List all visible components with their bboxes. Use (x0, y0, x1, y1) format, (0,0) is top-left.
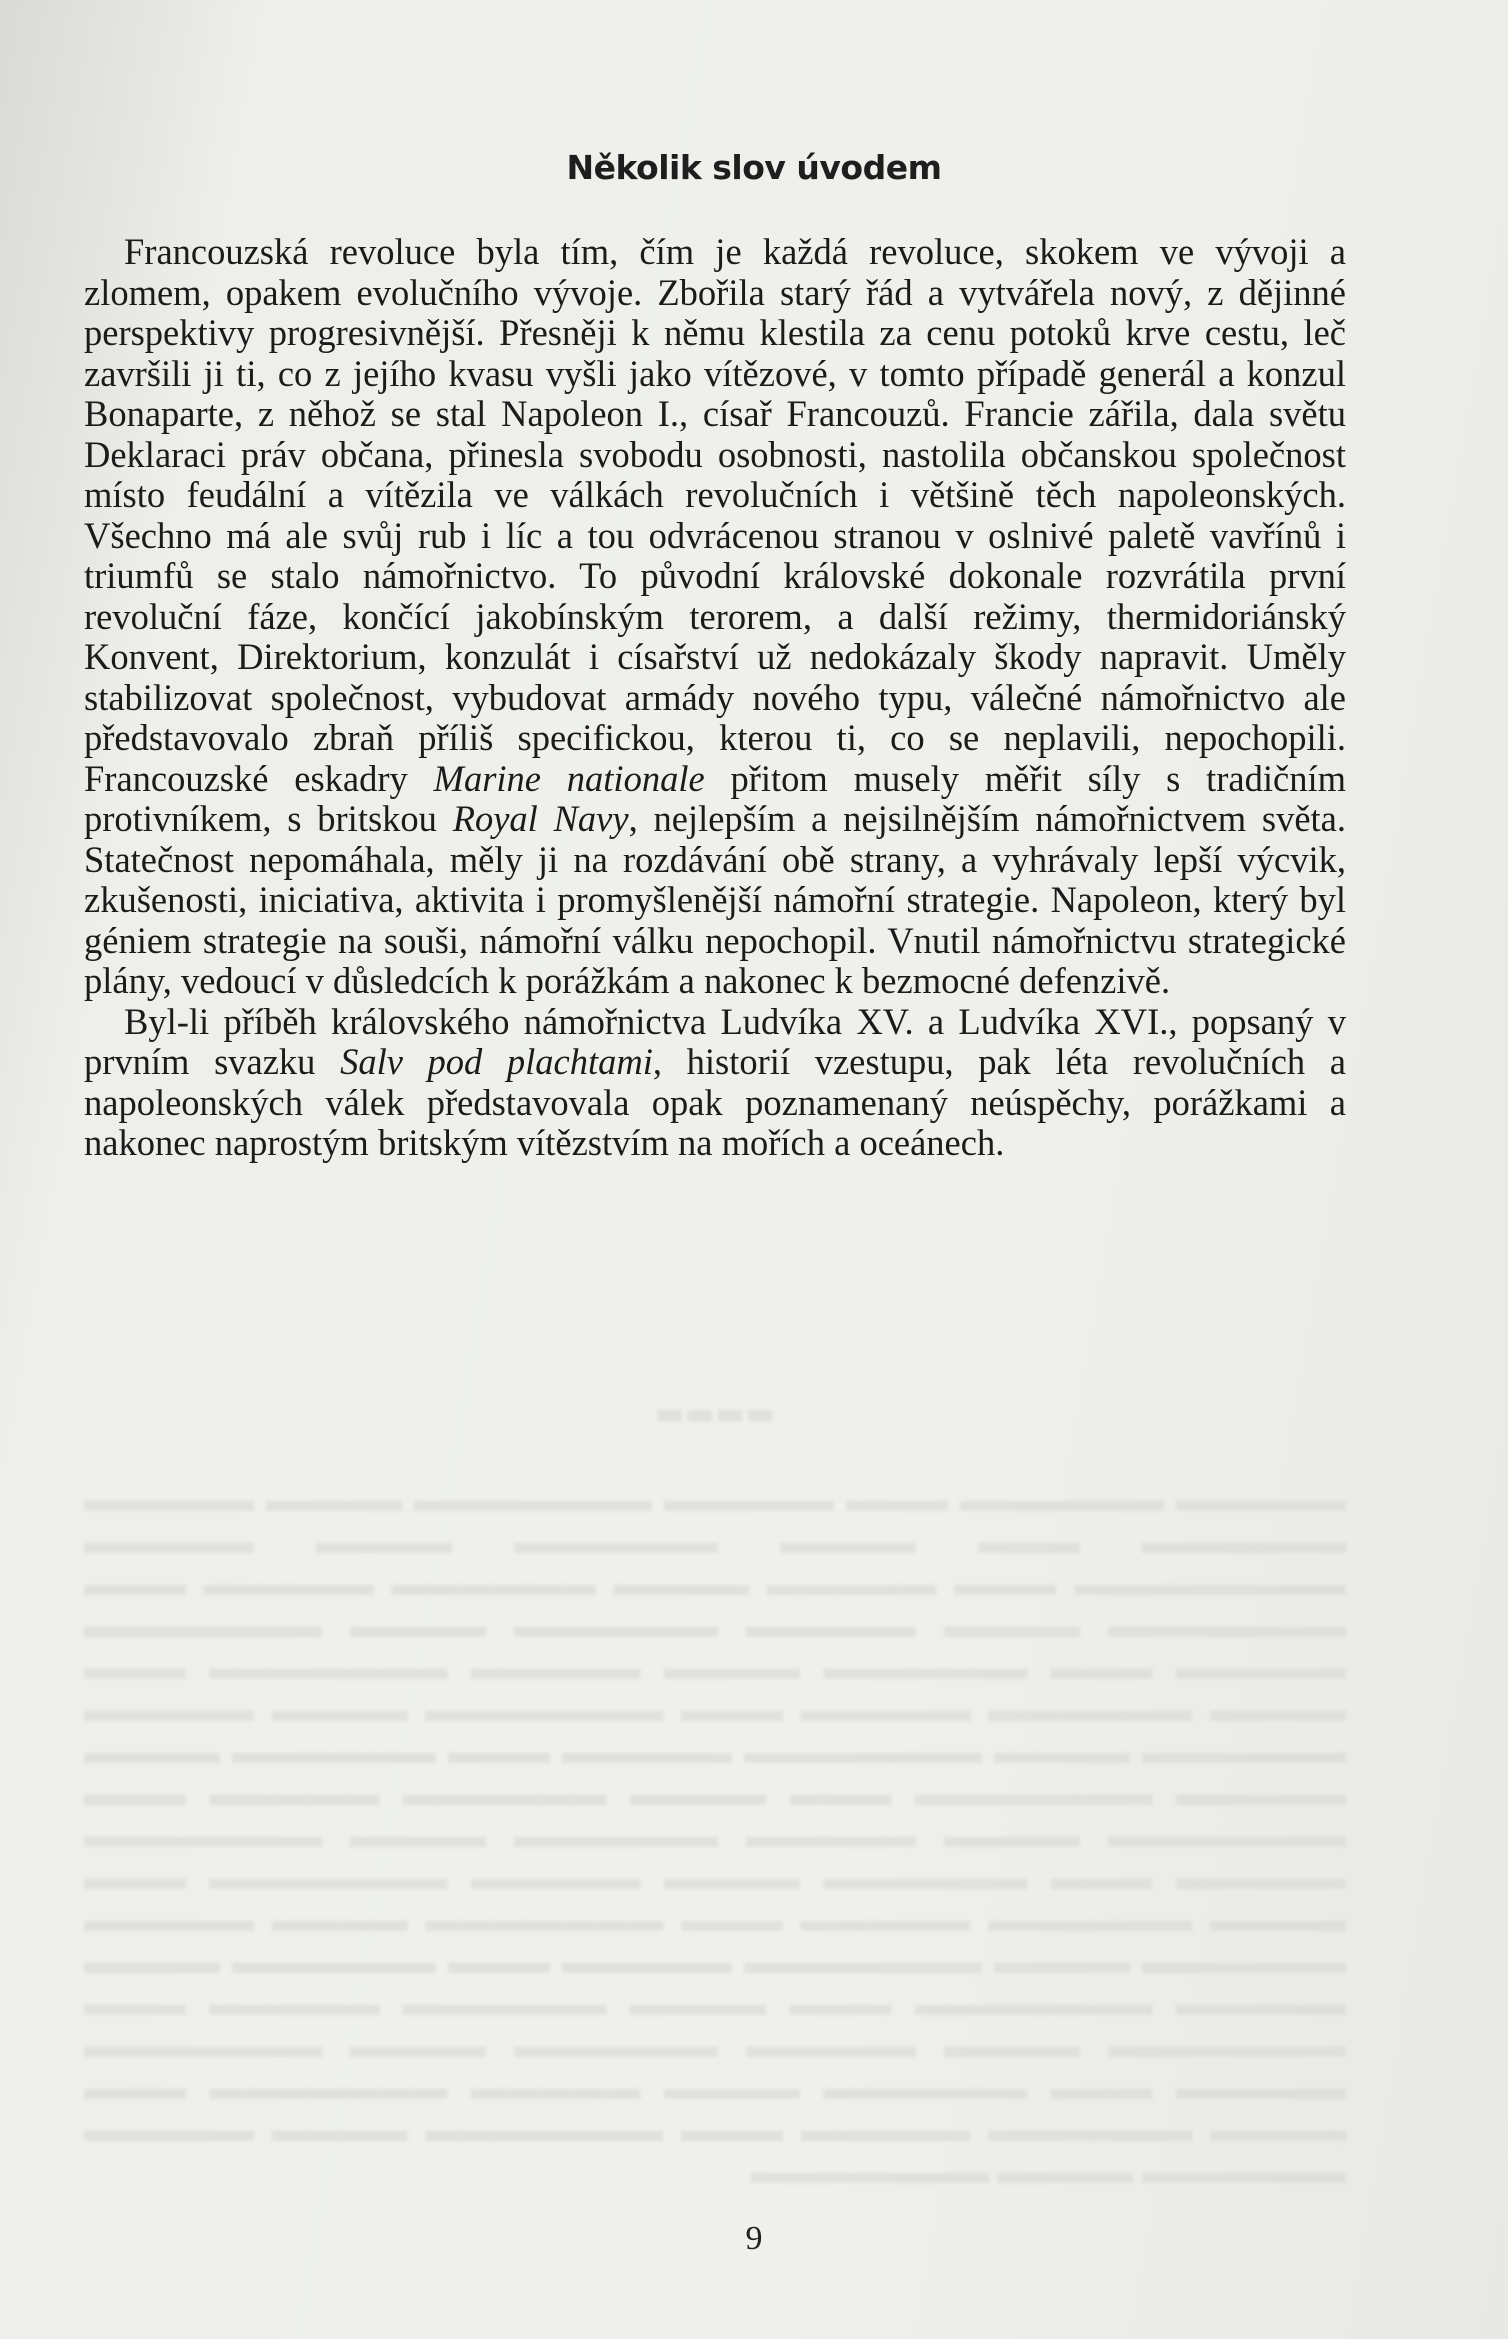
chapter-heading: Několik slov úvodem (566, 148, 942, 187)
paragraph-1-italic-1: Marine nationale (433, 757, 705, 799)
paragraph-1-part-1: Francouzská revoluce byla tím, čím je každá revoluce, skokem ve vývoji a zlomem, opakem evolučního vývoje. Zbořila starý řád a vytvářela nový, z dějinné perspektivy progresivnější. Přesněji k němu klestila za cenu potoků krve cestu, leč završili ji ti, co z jejího kvasu vyšli jako vítězové, v tomto případě generál a konzul Bonaparte, z něhož se stal Napoleon I., císař Francouzů. Francie zářila, dala světu Deklaraci práv občana, přinesla svobodu osobnosti, nastolila občanskou společnost místo feudální a vítězila ve válkách revolučních i většině těch napoleonských. Všechno má ale svůj rub i líc a tou odvrácenou stranou v oslnivé paletě vavřínů i triumfů se stalo námořnictvo. To původní královské dokonale rozvrátila první revoluční fáze, končící jakobínským terorem, a další režimy, thermidoriánský Konvent, Direktorium, konzulát i císařství už nedokázaly škody napravit. Uměly stabilizovat společnost, vybudovat armády nového typu, válečné námořnictvo ale představovalo zbraň příliš specifickou, kterou ti, co se neplavili, nepochopili. Francouzské eskadry (84, 231, 1346, 799)
body-text (84, 232, 1346, 1164)
bleed-through-text: ▬▬▬▬▬ ▬▬▬▬▬▬ ▬▬▬ ▬▬▬▬▬ ▬▬▬▬▬▬▬ ▬▬▬▬ ▬▬▬▬▬ ▬▬▬▬▬▬ ▬▬▬ ▬▬▬▬ ▬▬▬▬▬▬ ▬▬▬▬ ▬▬▬▬▬ ▬▬▬▬▬▬▬▬ ▬▬▬ ▬▬▬▬▬ ▬▬▬▬ ▬▬▬▬▬▬ ▬▬▬▬▬ ▬▬▬ ▬▬▬▬▬▬▬ ▬▬▬▬ ▬▬▬▬▬ ▬▬▬▬▬▬ ▬▬▬▬ ▬▬▬▬▬▬▬ ▬▬▬▬▬ ▬▬▬ ▬▬▬▬▬▬ ▬▬▬▬ ▬▬▬▬▬ ▬▬▬▬▬▬▬ ▬▬▬ ▬▬▬▬ ▬▬▬▬▬▬ ▬▬▬▬▬ ▬▬▬ ▬▬▬▬▬▬▬ ▬▬▬▬ ▬▬▬▬▬ ▬▬▬▬▬▬ ▬▬▬▬ ▬▬▬▬▬▬▬ ▬▬▬▬▬ ▬▬▬ ▬▬▬▬▬▬ ▬▬▬▬ ▬▬▬▬▬ ▬▬▬▬▬▬▬ ▬▬▬ ▬▬▬▬ ▬▬▬▬▬▬ ▬▬▬▬▬ ▬▬▬ ▬▬▬▬▬▬▬ ▬▬▬▬ ▬▬▬▬▬ ▬▬▬▬▬▬ ▬▬▬▬ ▬▬▬▬▬▬▬ ▬▬▬▬▬ ▬▬▬ ▬▬▬▬▬▬ ▬▬▬▬ ▬▬▬▬▬ ▬▬▬▬▬▬▬ ▬▬▬ ▬▬▬▬ ▬▬▬▬▬▬ ▬▬▬▬▬ ▬▬▬ ▬▬▬▬▬▬▬ ▬▬▬▬ ▬▬▬▬▬ ▬▬▬▬▬▬ ▬▬▬▬ ▬▬▬▬▬▬▬ ▬▬▬▬▬ ▬▬▬ ▬▬▬▬▬▬ ▬▬▬▬ ▬▬▬▬▬ ▬▬▬▬▬▬▬ ▬▬▬ ▬▬▬▬ ▬▬▬▬▬▬ ▬▬▬▬▬ ▬▬▬ ▬▬▬▬▬▬▬ ▬▬▬▬ ▬▬▬▬▬ ▬▬▬▬▬▬ ▬▬▬▬ ▬▬▬▬▬▬▬ ▬▬▬▬▬ ▬▬▬ ▬▬▬▬▬▬ ▬▬▬▬ ▬▬▬▬▬ ▬▬▬▬▬▬▬ ▬▬▬ ▬▬▬▬ ▬▬▬▬▬▬ ▬▬▬▬▬ ▬▬▬ ▬▬▬▬▬▬▬ ▬▬▬▬ ▬▬▬▬▬ ▬▬▬▬▬▬ ▬▬▬▬ ▬▬▬▬▬▬▬ (84, 1482, 1346, 2191)
paragraph-2-part-1: Byl-li příběh královského námořnictva Ludvíka XV. a Ludvíka XVI., popsaný v prvním svazku (84, 1000, 1346, 1082)
bleed-through-heading: ▬▬▬▬ (654, 1394, 776, 1432)
paragraph-1-part-3: , nejlepším a nejsilnějším námořnictvem světa. Statečnost nepomáhala, měly ji na rozdávání obě strany, a vyhrávaly lepší výcvik, zkušenosti, iniciativa, aktivita i promyšlenější námořní strategie. Napoleon, který byl géniem strategie na souši, námořní válku nepochopil. Vnutil námořnictvu strategické plány, vedoucí v důsledcích k porážkám a nakonec k bezmocné defenzivě. (84, 798, 1347, 1001)
page-number: 9 (745, 2220, 763, 2257)
paragraph-1 (84, 232, 1346, 1002)
paragraph-1-italic-2: Royal Navy (452, 798, 629, 839)
paragraph-1-part-2: přitom musely měřit síly s tradičním protivníkem, s britskou (84, 757, 1346, 839)
paragraph-2-italic-1: Salv pod plachtami (340, 1041, 653, 1082)
paragraph-2 (84, 1002, 1346, 1164)
paragraph-2-part-2: , historií vzestupu, pak léta revolučních a napoleonských válek představovala opak poznamenaný neúspěchy, porážkami a nakonec naprostým britským vítězstvím na mořích a oceánech. (84, 1041, 1346, 1163)
